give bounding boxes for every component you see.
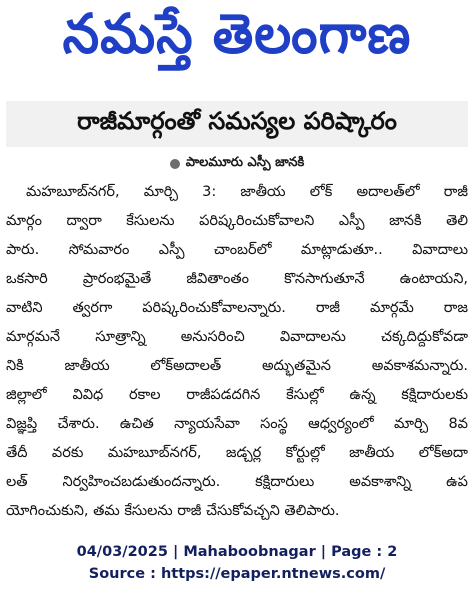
article-line: నికి జాతీయ లోక్‌అదాలత్ అద్భుతమైన అవకాశమన్నారు.	[6, 358, 468, 374]
article-line: పారు. సోమవారం ఎస్పీ చాంబర్‌లో మాట్లాడుతూ.. వివాదాలు	[6, 242, 468, 258]
article-headline: రాజీమార్గంతో సమస్యల పరిష్కారం	[77, 107, 397, 135]
byline	[0, 154, 474, 174]
article-line: లత్ నిర్వహించబడుతుందన్నారు. కక్షిదారులు అవకాశాన్ని ఉప	[6, 474, 468, 490]
footer-source-line: Source : https://epaper.ntnews.com/	[88, 566, 386, 582]
masthead	[0, 0, 474, 82]
article-body	[6, 178, 468, 528]
masthead-logo: నమస్తే తెలంగాణ	[62, 2, 412, 66]
byline-text: పాలమూరు ఎస్పీ జానకి	[185, 155, 305, 170]
footer-date-line: 04/03/2025 | Mahaboobnagar | Page : 2	[76, 544, 398, 560]
article-line: తేదీ వరకు మహబూబ్‌నగర్, జడ్చర్ల కోర్టుల్లో జాతీయ లోక్‌అదా	[6, 445, 468, 461]
article-line: మార్గమనే సూత్రాన్ని అనుసరించి వివాదాలను చక్కదిద్దుకోవడా	[6, 329, 468, 345]
article-line: జిల్లాలో వివిధ రకాల రాజీపడదగిన కేసుల్లో ఉన్న కక్షిదారులకు	[6, 387, 468, 403]
headline-bar	[6, 101, 468, 147]
article-line: మహబూబ్‌నగర్, మార్చి 3: జాతీయ లోక్ అదాలత్‌లో రాజీ	[26, 184, 468, 200]
article-line: విజ్ఞప్తి చేశారు. ఉచిత న్యాయసేవా సంస్థ ఆధ్వర్యంలో మార్చి 8వ	[6, 416, 468, 432]
bullet-icon	[170, 159, 180, 169]
article-line: మార్గం ద్వారా కేసులను పరిష్కరించుకోవాలని ఎస్పీ జానకి తెలి	[6, 213, 468, 229]
article-line: వాటిని త్వరగా పరిష్కరించుకోవాలన్నారు. రాజీ మార్గమే రాజ	[6, 300, 468, 316]
article-line: యోగించుకుని, తమ కేసులను రాజీ చేసుకోవచ్చని తెలిపారు.	[6, 503, 340, 519]
article-line: ఒకసారి ప్రారంభమైతే జీవితాంతం కొనసాగుతూనే ఉంటాయని,	[6, 271, 468, 287]
